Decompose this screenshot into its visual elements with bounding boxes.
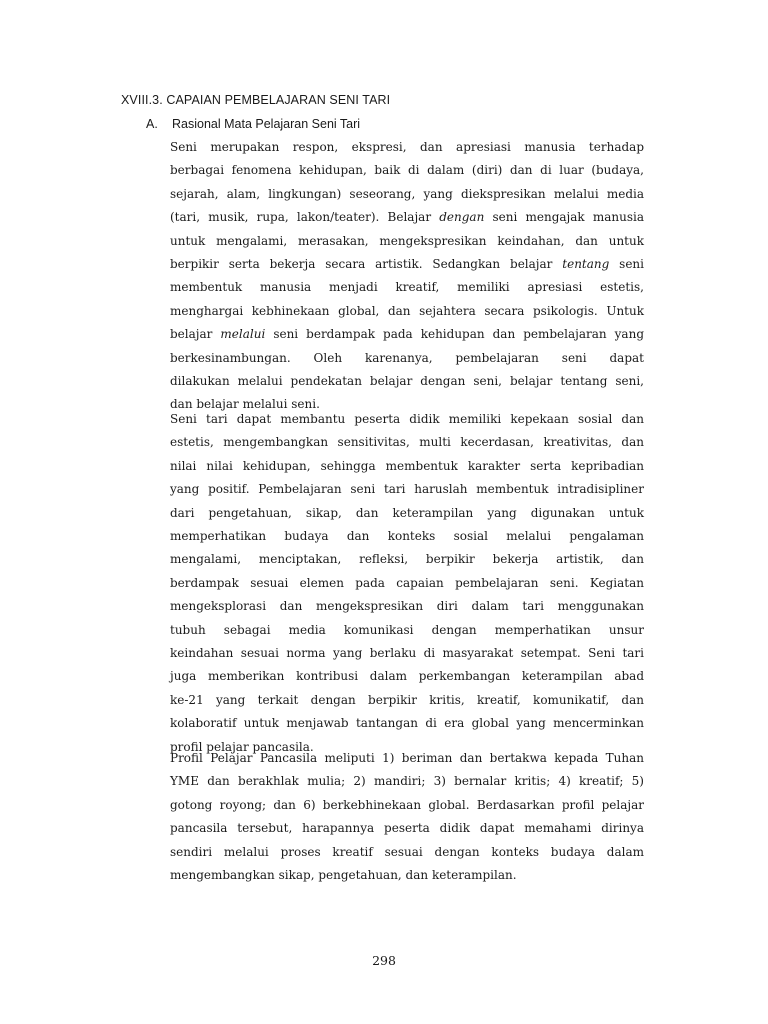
paragraph-line: berdampak sesuai elemen pada capaian pembelajaran seni. Kegiatan xyxy=(170,575,644,590)
emphasized-word: dengan xyxy=(439,210,485,225)
paragraph-2 xyxy=(170,408,644,759)
paragraph-line: untuk mengalami, merasakan, mengekspresikan keindahan, dan untuk xyxy=(170,233,644,248)
paragraph-line: mengembangkan sikap, pengetahuan, dan keterampilan. xyxy=(170,868,517,883)
paragraph-line: sendiri melalui proses kreatif sesuai dengan konteks budaya dalam xyxy=(170,844,644,859)
paragraph-line: pancasila tersebut, harapannya peserta didik dapat memahami dirinya xyxy=(170,821,644,836)
paragraph-line: profil pelajar pancasila. xyxy=(170,739,314,754)
paragraph-line: Profil Pelajar Pancasila meliputi 1) beriman dan bertakwa kepada Tuhan xyxy=(170,751,644,765)
paragraph-line: juga memberikan kontribusi dalam perkembangan keterampilan abad xyxy=(170,669,644,684)
paragraph-line: (tari, musik, rupa, lakon/teater). Belajar dengan seni mengajak manusia xyxy=(170,210,644,225)
paragraph-line: kolaboratif untuk menjawab tantangan di era global yang mencerminkan xyxy=(170,716,644,731)
paragraph-line: berpikir serta bekerja secara artistik. Sedangkan belajar tentang seni xyxy=(170,257,645,272)
paragraph-line: membentuk manusia menjadi kreatif, memiliki apresiasi estetis, xyxy=(170,280,644,295)
page-number: 298 xyxy=(372,953,396,968)
paragraph-line: sejarah, alam, lingkungan) seseorang, yang diekspresikan melalui media xyxy=(170,186,644,201)
paragraph-line: belajar melalui seni berdampak pada kehidupan dan pembelajaran yang xyxy=(170,327,644,342)
paragraph-line: Seni tari dapat membantu peserta didik memiliki kepekaan sosial dan xyxy=(170,412,644,426)
paragraph-line: tubuh sebagai media komunikasi dengan memperhatikan unsur xyxy=(170,622,644,637)
paragraph-line: menghargai kebhinekaan global, dan sejahtera secara psikologis. Untuk xyxy=(170,303,644,318)
paragraph-1 xyxy=(170,136,644,417)
paragraph-line: dari pengetahuan, sikap, dan keterampilan yang digunakan untuk xyxy=(170,505,644,520)
paragraph-line: ke-21 yang terkait dengan berpikir kritis, kreatif, komunikatif, dan xyxy=(170,692,644,707)
paragraph-line: yang positif. Pembelajaran seni tari haruslah membentuk intradisipliner xyxy=(170,482,644,497)
paragraph-line: mengalami, menciptakan, refleksi, berpikir bekerja artistik, dan xyxy=(170,552,644,567)
paragraph-line: memperhatikan budaya dan konteks sosial melalui pengalaman xyxy=(170,529,644,544)
emphasized-word: tentang xyxy=(562,257,610,272)
paragraph-3 xyxy=(170,747,644,887)
emphasized-word: melalui xyxy=(220,327,266,342)
paragraph-line: estetis, mengembangkan sensitivitas, multi kecerdasan, kreativitas, dan xyxy=(170,435,644,450)
paragraph-line: YME dan berakhlak mulia; 2) mandiri; 3) bernalar kritis; 4) kreatif; 5) xyxy=(170,774,644,789)
paragraph-line: berbagai fenomena kehidupan, baik di dalam (diri) dan di luar (budaya, xyxy=(170,163,644,178)
paragraph-line: keindahan sesuai norma yang berlaku di masyarakat setempat. Seni tari xyxy=(170,646,644,661)
section-letter: A. xyxy=(146,117,158,131)
paragraph-line: nilai nilai kehidupan, sehingga membentuk karakter serta kepribadian xyxy=(170,458,644,473)
paragraph-line: berkesinambungan. Oleh karenanya, pembelajaran seni dapat xyxy=(170,350,644,365)
paragraph-line: gotong royong; dan 6) berkebhinekaan global. Berdasarkan profil pelajar xyxy=(170,797,644,812)
paragraph-line: dilakukan melalui pendekatan belajar dengan seni, belajar tentang seni, xyxy=(170,374,644,389)
paragraph-line: dan belajar melalui seni. xyxy=(170,397,320,412)
section-heading xyxy=(146,117,360,131)
section-title: Rasional Mata Pelajaran Seni Tari xyxy=(172,117,361,131)
paragraph-line: mengeksplorasi dan mengekspresikan diri dalam tari menggunakan xyxy=(170,599,644,614)
paragraph-line: Seni merupakan respon, ekspresi, dan apresiasi manusia terhadap xyxy=(170,140,644,154)
chapter-heading: XVIII.3. CAPAIAN PEMBELAJARAN SENI TARI xyxy=(121,93,391,107)
